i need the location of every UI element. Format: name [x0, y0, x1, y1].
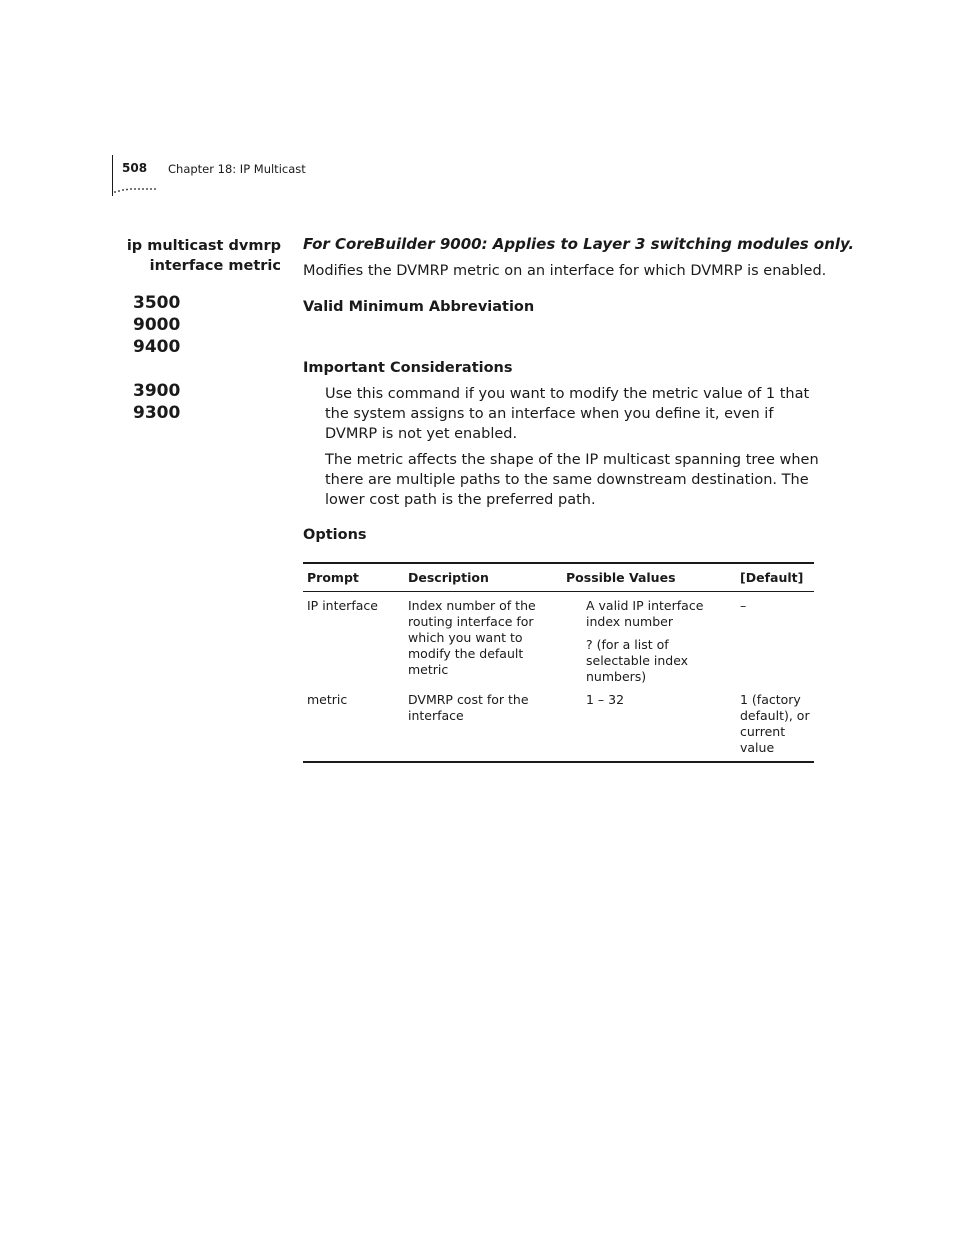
platform-list	[133, 292, 180, 424]
platform-item: 9400	[133, 337, 181, 357]
platform-item: 3500	[133, 293, 181, 313]
column-header-values: Possible Values	[566, 570, 676, 585]
options-table	[303, 562, 814, 763]
cell-values	[562, 692, 736, 756]
header-dots-decoration	[113, 186, 157, 194]
cell-default: 1 (factory default), or current value	[740, 692, 810, 755]
cell-description: DVMRP cost for the interface	[408, 692, 529, 723]
cell-values	[562, 598, 736, 685]
abbreviation-heading: Valid Minimum Abbreviation	[303, 299, 535, 315]
chapter-title	[168, 162, 306, 176]
table-header-row	[303, 564, 814, 592]
cell-description: Index number of the routing interface for which you want to modify the default metric	[408, 598, 536, 677]
platform-item: 3900	[133, 381, 181, 401]
chapter-title-text: Chapter 18: IP Multicast	[168, 162, 306, 176]
column-header-prompt: Prompt	[307, 570, 359, 585]
possible-value: A valid IP interface index number	[586, 598, 704, 629]
column-header-default: [Default]	[740, 570, 804, 585]
command-name-line2: interface metric	[149, 258, 281, 274]
table-row	[303, 685, 814, 761]
table-row	[303, 592, 814, 685]
options-heading: Options	[303, 527, 367, 543]
page-number: 508	[122, 161, 148, 175]
applies-note: For CoreBuilder 9000: Applies to Layer 3 switching modules only.	[303, 235, 855, 253]
column-header-description: Description	[408, 570, 489, 585]
considerations-heading: Important Considerations	[303, 360, 513, 376]
platform-item: 9300	[133, 403, 181, 423]
cell-prompt: metric	[307, 692, 348, 707]
cell-default: –	[740, 598, 747, 613]
possible-value: 1 – 32	[586, 692, 625, 707]
command-summary: Modifies the DVMRP metric on an interface for which DVMRP is enabled.	[303, 263, 827, 279]
platform-item: 9000	[133, 315, 181, 335]
command-name	[127, 236, 281, 276]
possible-value: ? (for a list of selectable index numbers)	[586, 637, 689, 684]
consideration-paragraph: Use this command if you want to modify the metric value of 1 that the system assigns to an interface when you define it, even if DVMRP is not yet enabled.	[325, 386, 810, 442]
cell-prompt: IP interface	[307, 598, 378, 613]
consideration-paragraph: The metric affects the shape of the IP multicast spanning tree when there are multiple paths to the same downstream destination. The lower cost path is the preferred path.	[325, 452, 819, 508]
command-name-line1: ip multicast dvmrp	[126, 238, 281, 254]
